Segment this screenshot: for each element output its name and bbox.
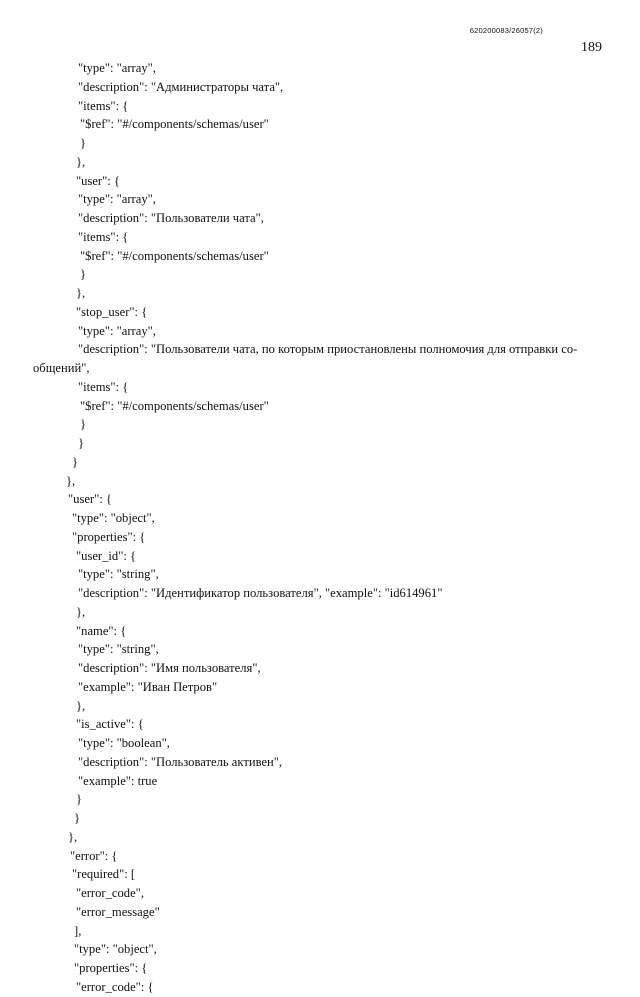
code-line: } <box>80 267 87 282</box>
code-line: "required": [ <box>72 867 136 882</box>
code-line: "description": "Имя пользователя", <box>78 661 261 675</box>
code-line: "items": { <box>78 379 129 394</box>
code-line: } <box>80 136 87 150</box>
code-line: "user": { <box>68 492 112 507</box>
code-line: "properties": { <box>74 961 148 975</box>
code-line: "type": "boolean", <box>78 736 170 750</box>
code-line: "description": "Пользователи чата, по которым приостановлены полномочия для отправки со- <box>78 342 578 357</box>
code-line: "type": "object", <box>72 511 155 525</box>
code-line: } <box>78 436 85 450</box>
code-line: "type": "array", <box>78 61 156 75</box>
code-line: "type": "array", <box>78 192 156 207</box>
code-line: "error_code", <box>76 886 144 900</box>
code-line: "description": "Администраторы чата", <box>78 79 284 94</box>
code-line: "user": { <box>76 173 120 188</box>
code-line: } <box>72 454 79 469</box>
code-line: } <box>76 792 83 807</box>
code-line: "type": "object", <box>74 942 157 957</box>
code-line: }, <box>76 154 86 169</box>
code-line: ], <box>74 923 82 938</box>
code-line: "items": { <box>78 229 129 244</box>
page-number: 189 <box>581 40 602 55</box>
code-line: "items": { <box>78 98 129 113</box>
code-line: } <box>74 811 81 825</box>
code-line: "type": "array", <box>78 323 156 338</box>
code-line: "type": "string", <box>78 567 159 582</box>
code-line: "$ref": "#/components/schemas/user" <box>80 248 269 263</box>
code-line: "$ref": "#/components/schemas/user" <box>80 117 269 132</box>
code-line: "user_id": { <box>76 548 137 563</box>
code-line: "error_code": { <box>76 979 154 994</box>
code-line: }, <box>76 698 86 713</box>
code-line: "stop_user": { <box>76 304 148 319</box>
code-line: "example": "Иван Петров" <box>78 679 218 694</box>
code-line: "description": "Пользователь активен", <box>78 754 283 769</box>
code-line: "description": "Пользователи чата", <box>78 211 264 225</box>
code-line: }, <box>76 286 86 300</box>
code-line: "example": true <box>78 773 158 788</box>
code-line: "error": { <box>70 848 118 863</box>
document-id: 620200083/26057(2) <box>469 26 543 35</box>
json-code-listing <box>0 59 600 997</box>
code-line: "type": "string", <box>78 642 159 657</box>
code-line: }, <box>76 604 86 619</box>
code-line: "is_active": { <box>76 717 144 732</box>
code-line: } <box>80 417 87 432</box>
code-line: }, <box>68 829 78 844</box>
code-line: "$ref": "#/components/schemas/user" <box>80 398 269 413</box>
code-line: "error_message" <box>76 904 160 919</box>
code-line: "description": "Идентификатор пользователя", "example": "id614961" <box>78 586 443 600</box>
code-line: общений", <box>33 361 90 375</box>
code-line: "properties": { <box>72 529 146 544</box>
code-line: }, <box>66 473 76 488</box>
code-line: "name": { <box>76 623 127 638</box>
